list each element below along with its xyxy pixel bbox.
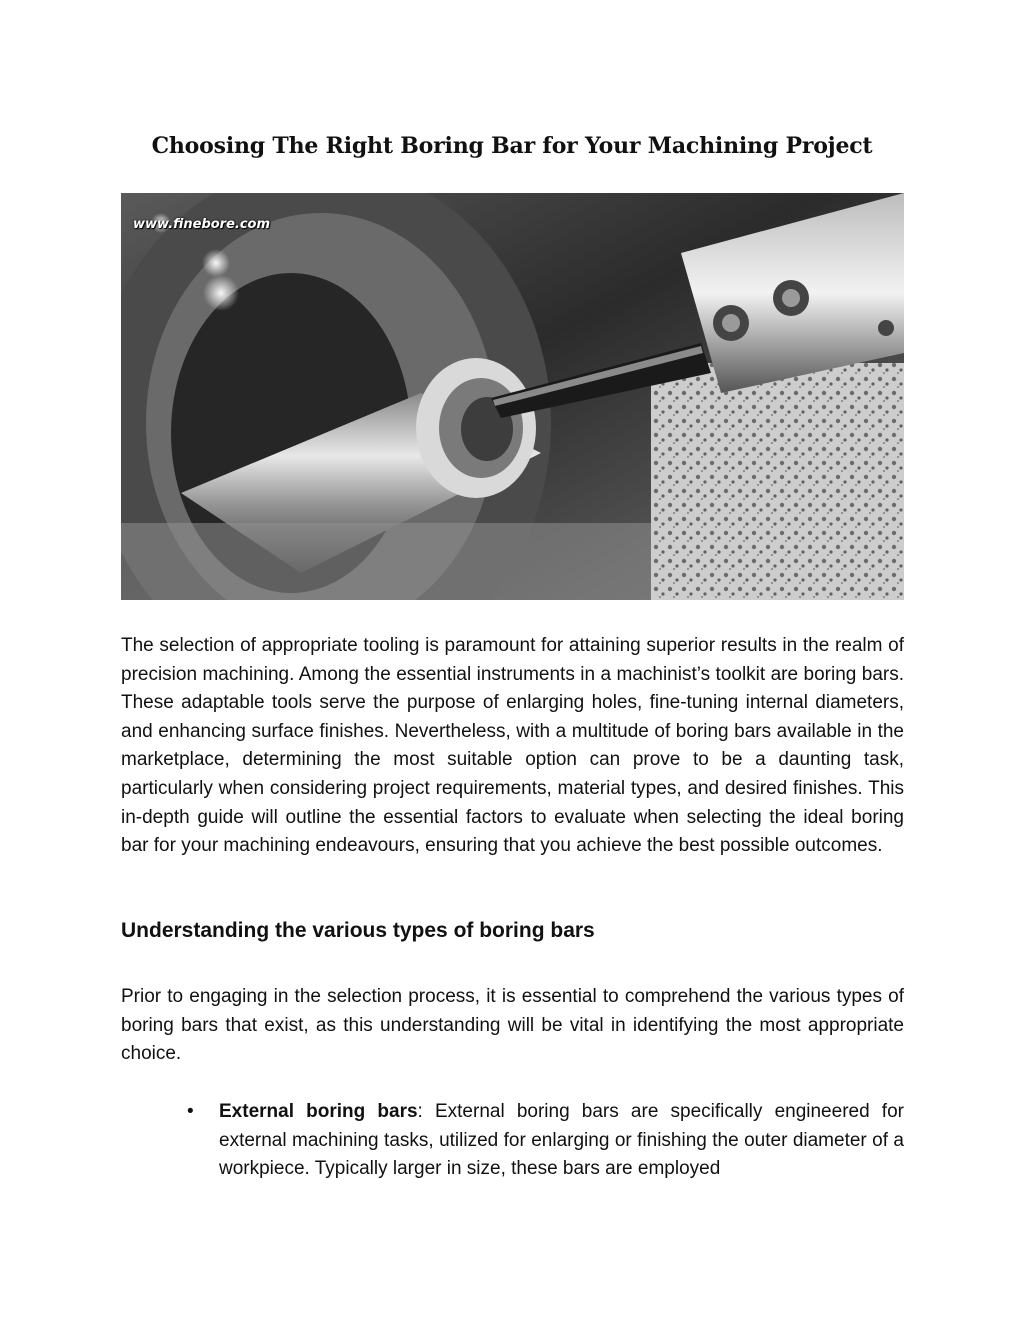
bullet-text: : External boring bars are specifically engineered for external machining tasks, utilized for enlarging or finishing the outer diameter of a workpiece. Typically larger in size, these bars are employed [219,1101,904,1180]
document-title: Choosing The Right Boring Bar for Your Machining Project [151,132,873,159]
image-watermark: www.finebore.com [133,217,271,232]
bullet-point-icon: • [187,1101,194,1122]
bullet-term: External boring bars [219,1101,418,1122]
boring-bar-photo [121,193,904,600]
section-heading: Understanding the various types of boring bars [121,919,595,942]
machining-image-graphic [121,193,904,600]
intro-paragraph: The selection of appropriate tooling is paramount for attaining superior results in the realm of precision machining. Among the essential instruments in a machinist’s toolkit are boring bars. These adaptable tools serve the purpose of enlarging holes, fine-tuning internal diameters, and enhancing surface finishes. Nevertheless, with a multitude of boring bars available in the marketplace, determining the most suitable option can prove to be a daunting task, particularly when considering project requirements, material types, and desired finishes. This in-depth guide will outline the essential factors to evaluate when selecting the ideal boring bar for your machining endeavours, ensuring that you achieve the best possible outcomes. [121,635,904,857]
section-paragraph: Prior to engaging in the selection process, it is essential to comprehend the various types of boring bars that exist, as this understanding will be vital in identifying the most appropriate choice. [121,986,904,1065]
bullet-item-external-boring-bars [219,1098,904,1184]
